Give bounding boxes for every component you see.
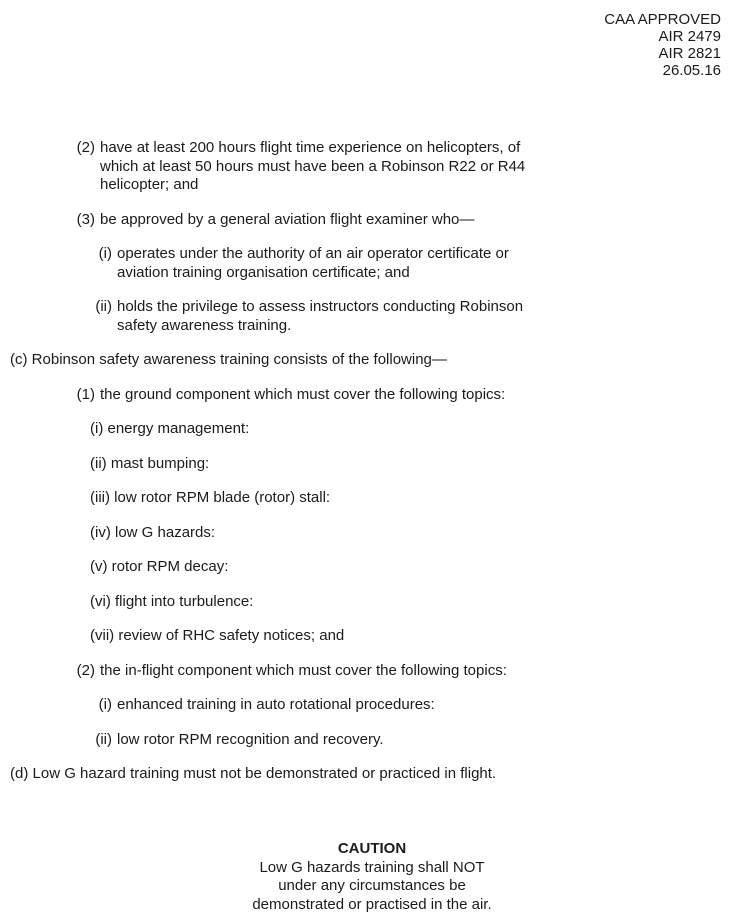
topic-ground-iii [0, 489, 730, 508]
topic-label: (ii) [95, 730, 112, 748]
topic-label: (i) [98, 696, 112, 713]
document-body [0, 139, 730, 800]
text-line: aviation training organisation certificate; and [117, 263, 410, 281]
text-line: rotor RPM decay: [111, 558, 229, 575]
clause-c2-label: (2) [76, 661, 95, 679]
clause-c1 [0, 386, 730, 405]
text-line: Low G hazard training must not be demonstrated or practiced in flight. [32, 765, 497, 782]
clause-b2 [0, 139, 730, 195]
caution-title: CAUTION [337, 840, 407, 857]
text-line: the in-flight component which must cover the following topics: [100, 661, 507, 679]
topic-ground-vi [0, 593, 730, 612]
topic-ground-i [0, 420, 730, 439]
clause-c2 [0, 662, 730, 681]
air-reference-2: AIR 2821 [658, 45, 721, 62]
clause-b3 [0, 211, 730, 230]
topic-label: (i) [90, 420, 104, 437]
caution-box [14, 840, 730, 914]
clause-c [0, 351, 730, 370]
text-line: operates under the authority of an air operator certificate or [117, 245, 509, 262]
clause-b3-ii [0, 298, 730, 335]
clause-b3-i [0, 245, 730, 282]
text-line: low rotor RPM recognition and recovery. [117, 730, 384, 748]
text-line: enhanced training in auto rotational procedures: [117, 696, 435, 713]
topic-ground-iv [0, 524, 730, 543]
text-line: helicopter; and [100, 176, 199, 193]
topic-inflight-ii [0, 731, 730, 750]
text-line: mast bumping: [110, 454, 210, 472]
topic-label: (iv) [90, 523, 111, 541]
air-reference-1: AIR 2479 [658, 28, 721, 45]
text-line: which at least 50 hours must have been a Robinson R22 or R44 [100, 157, 526, 175]
topic-ground-ii [0, 455, 730, 474]
text-line: the ground component which must cover the following topics: [100, 385, 506, 403]
clause-b3-i-label: (i) [98, 245, 112, 262]
caution-line: demonstrated or practised in the air. [252, 895, 492, 913]
topic-label: (iii) [90, 489, 110, 506]
clause-c-label: (c) [10, 351, 28, 368]
text-line: energy management: [107, 420, 250, 437]
topic-label: (vii) [90, 627, 115, 644]
text-line: Robinson safety awareness training consists of the following— [31, 351, 447, 368]
clause-d-label: (d) [10, 765, 29, 782]
approval-header [604, 11, 721, 79]
text-line: be approved by a general aviation flight examiner who— [100, 210, 475, 228]
topic-inflight-i [0, 696, 730, 715]
text-line: holds the privilege to assess instructors conducting Robinson [117, 298, 524, 315]
text-line: low G hazards: [115, 523, 216, 541]
text-line: review of RHC safety notices; and [118, 627, 345, 644]
topic-label: (vi) [90, 592, 111, 610]
topic-ground-vii [0, 627, 730, 646]
caution-line: under any circumstances be [278, 877, 466, 894]
topic-label: (v) [90, 558, 108, 575]
topic-ground-v [0, 558, 730, 577]
clause-b3-ii-label: (ii) [95, 298, 112, 315]
caa-approved-line: CAA APPROVED [604, 11, 721, 28]
caution-line: Low G hazards training shall NOT [259, 858, 485, 876]
topic-label: (ii) [90, 454, 107, 472]
approval-date: 26.05.16 [662, 62, 721, 79]
text-line: low rotor RPM blade (rotor) stall: [114, 489, 331, 506]
clause-b2-label: (2) [76, 139, 95, 156]
clause-c1-label: (1) [76, 385, 95, 403]
text-line: have at least 200 hours flight time experience on helicopters, of [100, 139, 521, 156]
text-line: safety awareness training. [117, 316, 292, 334]
clause-b3-label: (3) [76, 210, 95, 228]
clause-d [0, 765, 730, 784]
text-line: flight into turbulence: [115, 592, 254, 610]
